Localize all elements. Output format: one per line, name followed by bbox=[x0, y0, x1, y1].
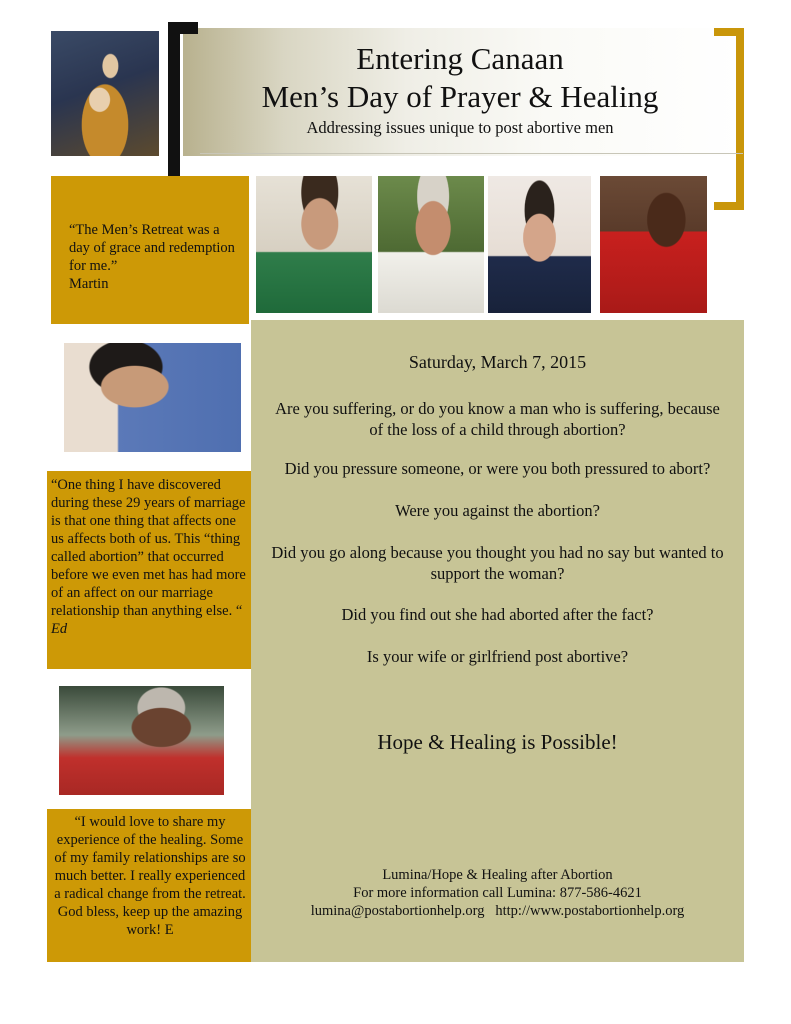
photo-man-head-down bbox=[64, 343, 241, 452]
photo-older-man-mustache bbox=[378, 176, 484, 313]
quote-1 bbox=[69, 221, 239, 293]
footer-phone: For more information call Lumina: 877-586-4621 bbox=[353, 885, 642, 901]
quote-3-closing: God bless, keep up the amazing work! E bbox=[57, 904, 243, 938]
question-3: Were you against the abortion? bbox=[395, 501, 600, 520]
question-1: Are you suffering, or do you know a man who is suffering, because of the loss of a child through abortion? bbox=[275, 399, 720, 439]
title-line-2: Men’s Day of Prayer & Healing bbox=[261, 79, 659, 114]
title-line-1: Entering Canaan bbox=[356, 41, 564, 76]
event-date: Saturday, March 7, 2015 bbox=[408, 352, 587, 372]
hope-headline: Hope & Healing is Possible! bbox=[377, 730, 618, 754]
question-6: Is your wife or girlfriend post abortive? bbox=[366, 647, 629, 666]
saint-joseph-painting bbox=[51, 31, 159, 156]
quote-2-author: Ed bbox=[51, 621, 68, 637]
quote-2-text: “One thing I have discovered during these 29 years of marriage is that one thing that affects one us affects both of us. This “thing called abortion” that occurred before we even met has had more of an affect on our marriage relationship than anything else. “ bbox=[51, 477, 246, 619]
question-5: Did you find out she had aborted after the fact? bbox=[341, 605, 654, 624]
left-bracket-decoration bbox=[168, 22, 198, 190]
quote-3 bbox=[51, 813, 249, 939]
footer-org: Lumina/Hope & Healing after Abortion bbox=[382, 867, 613, 883]
question-2: Did you pressure someone, or were you both pressured to abort? bbox=[284, 459, 711, 478]
footer-email-link[interactable]: lumina@postabortionhelp.org bbox=[310, 903, 485, 919]
photo-older-man-porch bbox=[59, 686, 224, 795]
quote-3-text: “I would love to share my experience of the healing. Some of my family relationships are so much better. I really experienced a radical change from the retreat. bbox=[54, 814, 246, 902]
question-4: Did you go along because you thought you had no say but wanted to support the woman? bbox=[271, 543, 724, 583]
photo-young-man-downcast bbox=[488, 176, 591, 313]
photo-man-red-sweater bbox=[600, 176, 707, 313]
subtitle: Addressing issues unique to post abortive men bbox=[306, 118, 614, 137]
quote-1-text: “The Men’s Retreat was a day of grace and redemption for me.” bbox=[69, 222, 235, 274]
quote-1-author: Martin bbox=[69, 276, 109, 292]
quote-2 bbox=[51, 476, 249, 638]
photo-man-glasses bbox=[256, 176, 372, 313]
contact-footer bbox=[251, 866, 744, 920]
footer-links bbox=[251, 902, 744, 920]
footer-website-link[interactable]: http://www.postabortionhelp.org bbox=[495, 903, 685, 919]
banner-divider bbox=[200, 153, 743, 154]
